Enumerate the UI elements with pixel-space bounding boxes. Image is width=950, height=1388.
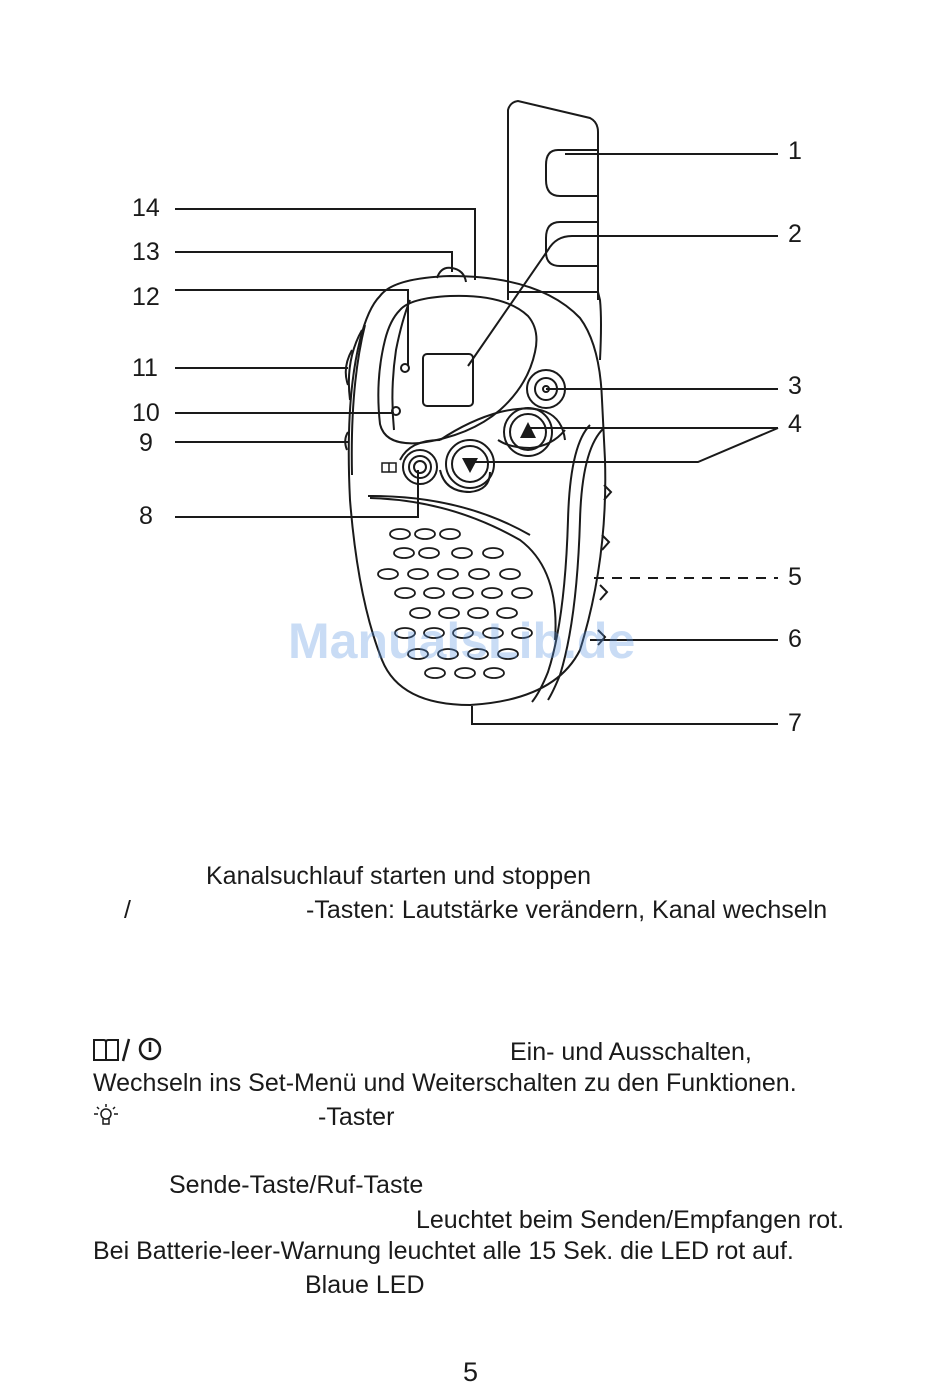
scan-description: Kanalsuchlauf starten und stoppen	[206, 862, 591, 890]
led-description-2: Bei Batterie-leer-Warnung leuchtet alle 15 Sek. die LED rot auf.	[93, 1237, 794, 1265]
book-icon	[382, 463, 396, 472]
slash-separator: /	[124, 896, 131, 924]
callout-13: 13	[132, 238, 160, 266]
up-arrow-icon	[520, 422, 536, 438]
callout-6: 6	[788, 625, 802, 653]
callout-1: 1	[788, 137, 802, 165]
updown-description: -Tasten: Lautstärke verändern, Kanal wechseln	[306, 896, 828, 924]
callout-9: 9	[139, 429, 153, 457]
antenna	[508, 101, 598, 300]
callout-3: 3	[788, 372, 802, 400]
callout-8: 8	[139, 502, 153, 530]
lcd-screen	[423, 354, 473, 406]
page-number: 5	[463, 1357, 479, 1387]
callout-10: 10	[132, 399, 160, 427]
led-description-1: Leuchtet beim Senden/Empfangen rot.	[416, 1206, 845, 1234]
callout-2: 2	[788, 220, 802, 248]
power-icon	[120, 1037, 164, 1063]
callout-12: 12	[132, 283, 160, 311]
callout-5: 5	[788, 563, 802, 591]
ptt-description: Sende-Taste/Ruf-Taste	[169, 1171, 424, 1199]
blue-led-description: Blaue LED	[305, 1271, 425, 1299]
power-description-2: Wechseln ins Set-Menü und Weiterschalten zu den Funktionen.	[93, 1069, 797, 1097]
light-description: -Taster	[318, 1103, 395, 1131]
callout-11: 11	[132, 354, 158, 382]
watermark: ManualsLib.de	[288, 613, 636, 669]
callout-7: 7	[788, 709, 802, 737]
power-description-1: Ein- und Ausschalten,	[510, 1038, 752, 1066]
book-icon	[92, 1037, 122, 1063]
light-icon	[92, 1102, 122, 1130]
down-arrow-icon	[462, 458, 478, 473]
callout-14: 14	[132, 194, 160, 222]
callout-4: 4	[788, 410, 802, 438]
